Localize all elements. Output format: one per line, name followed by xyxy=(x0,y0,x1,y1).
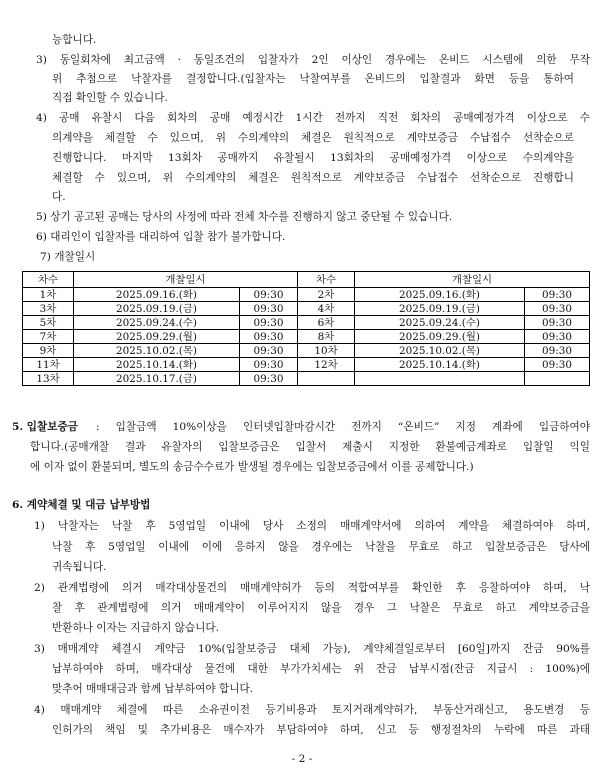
table-row xyxy=(23,288,590,302)
cell-time: 09:30 xyxy=(525,316,590,330)
cell-time: 09:30 xyxy=(525,330,590,344)
text-line: 1) 낙찰자는 낙찰 후 5영업일 이내에 당사 소정의 매매계약서에 의하여 계약을 체결하여야 하며, xyxy=(34,520,590,532)
cell-time: 09:30 xyxy=(525,288,590,302)
cell-date: 2025.09.19.(금) xyxy=(74,302,240,316)
text-line: 진행합니다. 마지막 13회차 공매까지 유찰될시 13회차의 공매예정가격 이상으로 수의계약을 xyxy=(52,152,574,164)
cell-date: 2025.09.16.(화) xyxy=(74,288,240,302)
header-round: 차수 xyxy=(298,272,355,288)
text-line: 합니다.(공매개찰 결과 유찰자의 입찰보증금은 입찰서 제출시 지정한 환불예금계좌로 입찰일 익일 xyxy=(30,441,590,453)
section-5-heading: 5. 입찰보증금 xyxy=(12,421,78,433)
cell-round: 1차 xyxy=(23,288,74,302)
cell-time: 09:30 xyxy=(240,372,298,386)
cell-round: 7차 xyxy=(23,330,74,344)
cell-date: 2025.09.29.(월) xyxy=(355,330,525,344)
text-line: 7) 개찰일시 xyxy=(40,251,96,263)
cell-round: 2차 xyxy=(298,288,355,302)
table-row xyxy=(23,302,590,316)
opening-schedule-table xyxy=(22,271,590,386)
text-line: 찰 후 관계법령에 의거 매매계약이 이루어지지 않을 경우 그 낙찰은 무효로 하고 계약보증금을 xyxy=(52,602,590,614)
text-line: 3) 동일회차에 최고금액 · 동일조건의 입찰자가 2인 이상인 경우에는 온비드 시스템에 의한 무작 xyxy=(36,54,590,66)
text-line: 5) 상기 공고된 공매는 당사의 사정에 따라 전체 차수를 진행하지 않고 중단될 수 있습니다. xyxy=(36,211,453,223)
table-row xyxy=(23,372,590,386)
cell-date: 2025.10.02.(목) xyxy=(74,344,240,358)
cell-time: 09:30 xyxy=(525,344,590,358)
text-line: 에 이자 없이 환불되며, 별도의 송금수수료가 발생될 경우에는 입찰보증금에서 이를 공제합니다.) xyxy=(30,461,474,473)
text-line: 2) 관계법령에 의거 매각대상물건의 매매계약허가 등의 적합여부를 확인한 후 응찰하여야 하며, 낙 xyxy=(34,582,590,594)
cell-date: 2025.09.24.(수) xyxy=(355,316,525,330)
table-row xyxy=(23,358,590,372)
cell-round xyxy=(298,372,355,386)
header-opening-datetime: 개찰일시 xyxy=(74,272,298,288)
cell-time: 09:30 xyxy=(525,302,590,316)
cell-time: 09:30 xyxy=(240,358,298,372)
text-line: 귀속됩니다. xyxy=(52,561,107,573)
table-row xyxy=(23,344,590,358)
cell-time: 09:30 xyxy=(240,330,298,344)
cell-round: 9차 xyxy=(23,344,74,358)
text-line: 납부하여야 하며, 매각대상 물건에 대한 부가가치세는 위 잔금 납부시점(잔금 지급시 : 100%)에 xyxy=(52,663,590,675)
text-line: 4) 매매계약 체결에 따른 소유권이전 등기비용과 토지거래계약허가, 부동산거래신고, 용도변경 등 xyxy=(34,704,590,716)
text-line: 위 추첨으로 낙찰자를 결정합니다.(입찰자는 낙찰여부를 온비드의 입찰결과 화면 등을 통하여 xyxy=(52,73,574,85)
text-line: 6) 대리인이 입찰자를 대리하여 입찰 참가 불가합니다. xyxy=(36,231,286,243)
text-line: 인허가의 책임 및 추가비용은 매수자가 부담하여야 하며, 신고 등 행정절차의 누락에 따른 과태 xyxy=(52,724,590,736)
cell-date: 2025.10.17.(금) xyxy=(74,372,240,386)
table-row xyxy=(23,316,590,330)
cell-date: 2025.09.29.(월) xyxy=(74,330,240,344)
header-round: 차수 xyxy=(23,272,74,288)
text-line: 반환하나 이자는 지급하지 않습니다. xyxy=(52,622,219,634)
text-line: 의계약을 체결할 수 있으며, 위 수의계약의 체결은 원칙적으로 계약보증금 수납접수 선착순으로 xyxy=(52,132,574,144)
cell-round: 8차 xyxy=(298,330,355,344)
table-row xyxy=(23,330,590,344)
cell-date: 2025.10.14.(화) xyxy=(355,358,525,372)
cell-date: 2025.09.16.(화) xyxy=(355,288,525,302)
text-line: 직접 확인할 수 있습니다. xyxy=(52,92,168,104)
cell-time: 09:30 xyxy=(240,302,298,316)
text-line: 4) 공매 유찰시 다음 회차의 공매 예정시간 1시간 전까지 직전 회차의 공매예정가격 이상으로 수 xyxy=(36,112,590,124)
cell-time: 09:30 xyxy=(240,344,298,358)
table-header-row xyxy=(23,272,590,288)
cell-round: 4차 xyxy=(298,302,355,316)
cell-date: 2025.09.19.(금) xyxy=(355,302,525,316)
cell-date: 2025.10.02.(목) xyxy=(355,344,525,358)
text-line: 다. xyxy=(52,191,66,203)
cell-date: 2025.09.24.(수) xyxy=(74,316,240,330)
cell-date: 2025.10.14.(화) xyxy=(74,358,240,372)
text-line: 3) 매매계약 체결시 계약금 10%(입찰보증금 대체 가능), 계약체결일로부터 [60일]까지 잔금 90%를 xyxy=(34,643,590,655)
text-line: 체결할 수 있으며, 위 수의계약의 체결은 원칙적으로 계약보증금 수납접수 선착순으로 진행합니 xyxy=(52,172,574,184)
cell-time xyxy=(525,372,590,386)
cell-round: 6차 xyxy=(298,316,355,330)
cell-round: 10차 xyxy=(298,344,355,358)
cell-round: 12차 xyxy=(298,358,355,372)
cell-round: 3차 xyxy=(23,302,74,316)
section-5-text: : 입찰금액 10%이상을 인터넷입찰마감시간 전까지 “온비드” 지정 계좌에 입금하여야 xyxy=(96,421,590,433)
cell-time: 09:30 xyxy=(240,288,298,302)
cell-round: 13차 xyxy=(23,372,74,386)
header-opening-datetime: 개찰일시 xyxy=(355,272,590,288)
text-line: 능합니다. xyxy=(52,34,97,46)
cell-time: 09:30 xyxy=(240,316,298,330)
page-number: - 2 - xyxy=(291,753,313,765)
cell-time: 09:30 xyxy=(525,358,590,372)
cell-round: 5차 xyxy=(23,316,74,330)
cell-date xyxy=(355,372,525,386)
section-6-heading: 6. 계약체결 및 대금 납부방법 xyxy=(12,499,151,511)
text-line: 맞추어 매매대금과 함께 납부하여야 합니다. xyxy=(52,683,254,695)
text-line: 낙찰 후 5영업일 이내에 이에 응하지 않을 경우에는 낙찰을 무효로 하고 입찰보증금은 당사에 xyxy=(52,541,590,553)
cell-round: 11차 xyxy=(23,358,74,372)
